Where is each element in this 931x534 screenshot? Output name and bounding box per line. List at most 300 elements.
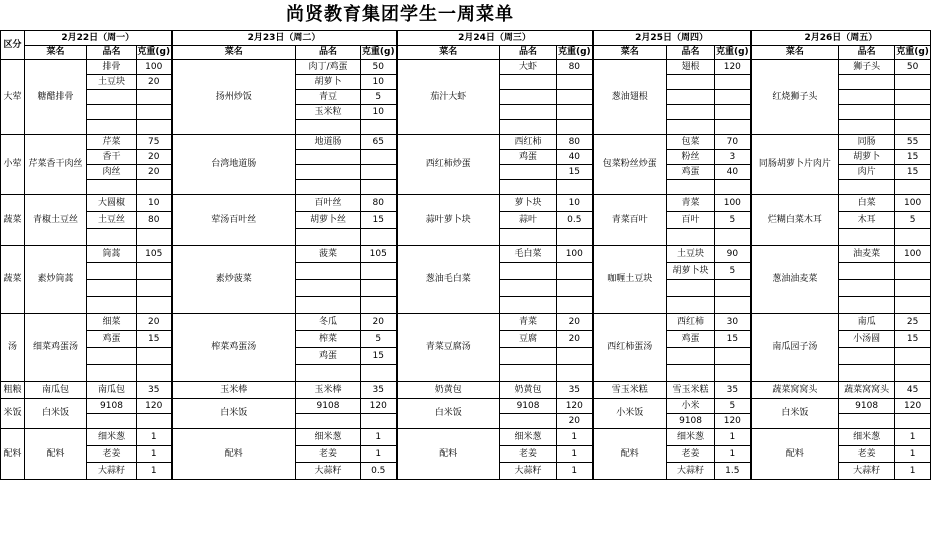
ingredient-weight: 100 (715, 195, 751, 212)
dish-name: 白米饭 (751, 399, 839, 429)
ingredient-name: 土豆丝 (87, 212, 137, 229)
ingredient-name (87, 120, 137, 135)
ingredient-name: 肉丝 (87, 165, 137, 180)
day-header: 2月24日（周三） (397, 31, 593, 46)
ingredient-weight (895, 120, 931, 135)
ingredient-weight (715, 297, 751, 314)
ingredient-name: 南瓜 (839, 314, 895, 331)
ingredient-weight (715, 180, 751, 195)
ingredient-weight (895, 365, 931, 382)
ingredient-weight: 120 (361, 399, 397, 414)
ingredient-name (87, 90, 137, 105)
ingredient-name (87, 229, 137, 246)
ingredient-name: 奶黄包 (500, 382, 557, 399)
ingredient-weight: 100 (557, 246, 593, 263)
ingredient-weight: 15 (895, 165, 931, 180)
ingredient-name: 排骨 (87, 60, 137, 75)
ingredient-weight: 120 (715, 414, 751, 429)
dish-name: 糖醋排骨 (25, 60, 87, 135)
ingredient-weight (137, 120, 172, 135)
ingredient-name (500, 105, 557, 120)
ingredient-name (500, 280, 557, 297)
ingredient-name (296, 150, 361, 165)
dish-name: 同肠胡萝卜片肉片 (751, 135, 839, 195)
dish-name: 配料 (397, 429, 500, 480)
ingredient-weight (361, 280, 397, 297)
ingredient-name: 细米葱 (500, 429, 557, 446)
ingredient-name: 西红柿 (500, 135, 557, 150)
ingredient-weight: 120 (895, 399, 931, 414)
ingredient-weight (715, 105, 751, 120)
dish-name: 扬州炒饭 (172, 60, 296, 135)
ingredient-header: 品名 (296, 46, 361, 60)
ingredient-weight: 5 (715, 399, 751, 414)
dish-header: 菜名 (172, 46, 296, 60)
ingredient-name (296, 263, 361, 280)
ingredient-name (87, 297, 137, 314)
ingredient-weight: 80 (557, 135, 593, 150)
ingredient-name (500, 263, 557, 280)
ingredient-weight (895, 297, 931, 314)
ingredient-name: 大蒜籽 (296, 463, 361, 480)
ingredient-name (87, 180, 137, 195)
ingredient-weight: 3 (715, 150, 751, 165)
ingredient-name (667, 75, 715, 90)
ingredient-name (296, 165, 361, 180)
ingredient-weight (361, 180, 397, 195)
ingredient-name: 玉米粒 (296, 105, 361, 120)
category-cell: 配料 (1, 429, 25, 480)
ingredient-name: 胡萝卜 (296, 75, 361, 90)
ingredient-name: 狮子头 (839, 60, 895, 75)
ingredient-weight (137, 365, 172, 382)
ingredient-name (839, 297, 895, 314)
ingredient-header: 品名 (839, 46, 895, 60)
ingredient-weight: 1 (137, 446, 172, 463)
ingredient-weight: 5 (715, 263, 751, 280)
dish-name: 青菜豆腐汤 (397, 314, 500, 382)
ingredient-name: 萝卜块 (500, 195, 557, 212)
ingredient-weight (895, 229, 931, 246)
dish-name: 配料 (172, 429, 296, 480)
day-header: 2月23日（周二） (172, 31, 397, 46)
ingredient-name: 大蒜籽 (839, 463, 895, 480)
ingredient-name: 鸡蛋 (296, 348, 361, 365)
ingredient-weight (557, 229, 593, 246)
ingredient-name: 鸡蛋 (667, 331, 715, 348)
ingredient-weight: 0.5 (557, 212, 593, 229)
ingredient-name (839, 180, 895, 195)
ingredient-weight: 105 (137, 246, 172, 263)
ingredient-name (839, 263, 895, 280)
ingredient-weight: 15 (361, 348, 397, 365)
dish-name: 玉米棒 (172, 382, 296, 399)
ingredient-weight (557, 263, 593, 280)
dish-name: 芹菜香干肉丝 (25, 135, 87, 195)
ingredient-weight: 20 (137, 75, 172, 90)
dish-name: 雪玉米糕 (593, 382, 667, 399)
ingredient-weight (137, 90, 172, 105)
ingredient-name (500, 297, 557, 314)
ingredient-name (839, 414, 895, 429)
menu-row (1, 314, 931, 331)
ingredient-name (500, 90, 557, 105)
day-header: 2月22日（周一） (25, 31, 172, 46)
category-cell: 米饭 (1, 399, 25, 429)
ingredient-weight: 20 (137, 314, 172, 331)
ingredient-name: 南瓜包 (87, 382, 137, 399)
ingredient-weight: 1 (361, 446, 397, 463)
ingredient-name: 鸡蛋 (87, 331, 137, 348)
ingredient-weight: 20 (557, 314, 593, 331)
ingredient-name: 蔬菜窝窝头 (839, 382, 895, 399)
weight-header: 克重(g) (895, 46, 931, 60)
ingredient-weight (895, 180, 931, 195)
day-header: 2月25日（周四） (593, 31, 751, 46)
ingredient-name (296, 229, 361, 246)
ingredient-weight: 5 (715, 212, 751, 229)
ingredient-weight: 15 (361, 212, 397, 229)
dish-name: 蒜叶萝卜块 (397, 195, 500, 246)
ingredient-name (839, 105, 895, 120)
ingredient-name: 细米葱 (87, 429, 137, 446)
ingredient-weight: 5 (895, 212, 931, 229)
ingredient-name: 胡萝卜 (839, 150, 895, 165)
ingredient-name (296, 280, 361, 297)
dish-name: 青菜百叶 (593, 195, 667, 246)
ingredient-weight (715, 90, 751, 105)
ingredient-name: 鸡蛋 (667, 165, 715, 180)
dish-name: 小米饭 (593, 399, 667, 429)
ingredient-weight: 1 (361, 429, 397, 446)
ingredient-name: 老姜 (839, 446, 895, 463)
ingredient-weight (895, 263, 931, 280)
dish-name: 素炒菠菜 (172, 246, 296, 314)
ingredient-weight: 35 (715, 382, 751, 399)
ingredient-weight: 20 (557, 414, 593, 429)
ingredient-weight (137, 105, 172, 120)
menu-row (1, 195, 931, 212)
ingredient-name (667, 90, 715, 105)
ingredient-weight: 1 (557, 446, 593, 463)
ingredient-weight: 1 (137, 429, 172, 446)
dish-header: 菜名 (751, 46, 839, 60)
category-header: 区分 (1, 31, 25, 60)
ingredient-name: 筒蒿 (87, 246, 137, 263)
dish-name: 南瓜包 (25, 382, 87, 399)
ingredient-weight: 120 (557, 399, 593, 414)
ingredient-name: 大虾 (500, 60, 557, 75)
dish-header: 菜名 (593, 46, 667, 60)
ingredient-name: 土豆块 (667, 246, 715, 263)
ingredient-name: 细米葱 (667, 429, 715, 446)
ingredient-weight (137, 180, 172, 195)
ingredient-weight (137, 348, 172, 365)
ingredient-weight (137, 280, 172, 297)
ingredient-weight: 80 (137, 212, 172, 229)
ingredient-name: 香干 (87, 150, 137, 165)
ingredient-name: 9108 (839, 399, 895, 414)
ingredient-weight: 120 (715, 60, 751, 75)
ingredient-weight: 10 (361, 105, 397, 120)
ingredient-weight: 30 (715, 314, 751, 331)
dish-name: 红烧狮子头 (751, 60, 839, 135)
ingredient-weight: 105 (361, 246, 397, 263)
ingredient-weight (895, 414, 931, 429)
ingredient-name: 老姜 (500, 446, 557, 463)
ingredient-weight: 70 (715, 135, 751, 150)
ingredient-name: 细米葱 (296, 429, 361, 446)
ingredient-name: 大蒜籽 (87, 463, 137, 480)
ingredient-name: 大蒜籽 (500, 463, 557, 480)
ingredient-weight: 1 (715, 446, 751, 463)
ingredient-weight (137, 229, 172, 246)
ingredient-name (667, 120, 715, 135)
ingredient-weight (895, 348, 931, 365)
category-cell: 蔬菜 (1, 246, 25, 314)
category-cell: 粗粮 (1, 382, 25, 399)
ingredient-name: 9108 (500, 399, 557, 414)
ingredient-name: 大圆椒 (87, 195, 137, 212)
weight-header: 克重(g) (557, 46, 593, 60)
ingredient-weight: 20 (137, 165, 172, 180)
ingredient-weight: 1 (895, 463, 931, 480)
ingredient-weight: 55 (895, 135, 931, 150)
ingredient-weight (137, 297, 172, 314)
ingredient-weight: 100 (137, 60, 172, 75)
ingredient-name: 包菜 (667, 135, 715, 150)
dish-name: 配料 (593, 429, 667, 480)
ingredient-name: 肉丁/鸡蛋 (296, 60, 361, 75)
menu-row (1, 429, 931, 446)
dish-name: 青椒土豆丝 (25, 195, 87, 246)
ingredient-name (500, 75, 557, 90)
ingredient-name: 同肠 (839, 135, 895, 150)
ingredient-name (500, 365, 557, 382)
dish-name: 咖喱土豆块 (593, 246, 667, 314)
ingredient-weight (557, 105, 593, 120)
category-cell: 蔬菜 (1, 195, 25, 246)
dish-name: 茄汁大虾 (397, 60, 500, 135)
ingredient-weight: 80 (557, 60, 593, 75)
ingredient-header: 品名 (500, 46, 557, 60)
ingredient-weight (715, 229, 751, 246)
ingredient-weight (361, 120, 397, 135)
ingredient-weight: 15 (895, 331, 931, 348)
dish-name: 配料 (25, 429, 87, 480)
ingredient-name: 榨菜 (296, 331, 361, 348)
dish-name: 西红柿蛋汤 (593, 314, 667, 382)
ingredient-header: 品名 (87, 46, 137, 60)
ingredient-weight: 120 (137, 399, 172, 414)
dish-name: 细菜鸡蛋汤 (25, 314, 87, 382)
day-header-row (1, 31, 931, 46)
ingredient-weight: 35 (137, 382, 172, 399)
ingredient-name: 粉丝 (667, 150, 715, 165)
day-header: 2月26日（周五） (751, 31, 931, 46)
weight-header: 克重(g) (137, 46, 172, 60)
ingredient-name (667, 365, 715, 382)
dish-name: 配料 (751, 429, 839, 480)
menu-row (1, 60, 931, 75)
ingredient-name: 胡萝卜丝 (296, 212, 361, 229)
ingredient-weight: 10 (361, 75, 397, 90)
ingredient-name (87, 414, 137, 429)
ingredient-name (839, 348, 895, 365)
ingredient-weight: 50 (895, 60, 931, 75)
ingredient-name: 油麦菜 (839, 246, 895, 263)
menu-row (1, 399, 931, 414)
ingredient-name: 雪玉米糕 (667, 382, 715, 399)
ingredient-name: 青菜 (667, 195, 715, 212)
ingredient-weight: 50 (361, 60, 397, 75)
dish-name: 白米饭 (397, 399, 500, 429)
ingredient-weight (557, 75, 593, 90)
ingredient-weight: 20 (137, 150, 172, 165)
ingredient-name: 百叶 (667, 212, 715, 229)
dish-header: 菜名 (397, 46, 500, 60)
ingredient-weight (361, 263, 397, 280)
ingredient-name (296, 180, 361, 195)
ingredient-name (296, 120, 361, 135)
ingredient-name: 青菜 (500, 314, 557, 331)
ingredient-weight: 15 (895, 150, 931, 165)
dish-name: 南瓜园子汤 (751, 314, 839, 382)
ingredient-weight: 10 (137, 195, 172, 212)
ingredient-weight (715, 365, 751, 382)
ingredient-name (500, 348, 557, 365)
ingredient-weight (137, 263, 172, 280)
ingredient-name: 9108 (87, 399, 137, 414)
ingredient-name (500, 120, 557, 135)
ingredient-name (87, 263, 137, 280)
ingredient-name: 9108 (296, 399, 361, 414)
ingredient-weight: 40 (715, 165, 751, 180)
ingredient-weight: 15 (557, 165, 593, 180)
ingredient-weight: 5 (361, 331, 397, 348)
ingredient-weight: 20 (557, 331, 593, 348)
ingredient-weight: 35 (361, 382, 397, 399)
ingredient-name (667, 348, 715, 365)
ingredient-name (296, 297, 361, 314)
ingredient-weight: 15 (137, 331, 172, 348)
ingredient-weight (361, 365, 397, 382)
ingredient-weight: 100 (895, 246, 931, 263)
menu-row (1, 135, 931, 150)
ingredient-name: 细菜 (87, 314, 137, 331)
ingredient-name: 老姜 (296, 446, 361, 463)
ingredient-weight (361, 165, 397, 180)
ingredient-weight: 25 (895, 314, 931, 331)
ingredient-weight (557, 120, 593, 135)
ingredient-name: 老姜 (667, 446, 715, 463)
ingredient-name: 地道肠 (296, 135, 361, 150)
ingredient-name: 老姜 (87, 446, 137, 463)
menu-row (1, 382, 931, 399)
dish-name: 荤汤百叶丝 (172, 195, 296, 246)
weekly-menu-table (0, 30, 931, 480)
category-cell: 大荤 (1, 60, 25, 135)
dish-name: 烂糊白菜木耳 (751, 195, 839, 246)
weight-header: 克重(g) (361, 46, 397, 60)
ingredient-weight: 5 (361, 90, 397, 105)
ingredient-weight: 1 (557, 429, 593, 446)
ingredient-weight (557, 297, 593, 314)
category-cell: 汤 (1, 314, 25, 382)
ingredient-name: 冬瓜 (296, 314, 361, 331)
ingredient-weight (361, 229, 397, 246)
ingredient-name: 9108 (667, 414, 715, 429)
ingredient-name: 翅根 (667, 60, 715, 75)
ingredient-name: 菠菜 (296, 246, 361, 263)
ingredient-name: 百叶丝 (296, 195, 361, 212)
ingredient-name (839, 120, 895, 135)
ingredient-weight (895, 90, 931, 105)
ingredient-name: 胡萝卜块 (667, 263, 715, 280)
ingredient-name: 蒜叶 (500, 212, 557, 229)
ingredient-weight: 90 (715, 246, 751, 263)
ingredient-weight: 75 (137, 135, 172, 150)
ingredient-weight (895, 105, 931, 120)
dish-name: 榨菜鸡蛋汤 (172, 314, 296, 382)
ingredient-weight (715, 348, 751, 365)
ingredient-weight (557, 280, 593, 297)
ingredient-name: 小汤圆 (839, 331, 895, 348)
ingredient-weight (361, 150, 397, 165)
ingredient-name: 土豆块 (87, 75, 137, 90)
ingredient-name: 细米葱 (839, 429, 895, 446)
column-header-row (1, 46, 931, 60)
ingredient-name: 肉片 (839, 165, 895, 180)
ingredient-weight: 45 (895, 382, 931, 399)
ingredient-weight (895, 280, 931, 297)
ingredient-weight (715, 120, 751, 135)
ingredient-weight: 40 (557, 150, 593, 165)
ingredient-weight: 1 (557, 463, 593, 480)
ingredient-weight: 100 (895, 195, 931, 212)
dish-name: 葱油毛白菜 (397, 246, 500, 314)
dish-name: 蔬菜窝窝头 (751, 382, 839, 399)
ingredient-weight (557, 90, 593, 105)
ingredient-name (87, 348, 137, 365)
ingredient-name (87, 280, 137, 297)
ingredient-weight: 1 (895, 429, 931, 446)
ingredient-name: 木耳 (839, 212, 895, 229)
dish-name: 西红柿炒蛋 (397, 135, 500, 195)
dish-name: 素炒筒蒿 (25, 246, 87, 314)
ingredient-name: 豆腐 (500, 331, 557, 348)
ingredient-name (839, 75, 895, 90)
ingredient-name (500, 165, 557, 180)
ingredient-name (500, 414, 557, 429)
ingredient-name (296, 414, 361, 429)
ingredient-weight (361, 297, 397, 314)
dish-header: 菜名 (25, 46, 87, 60)
ingredient-name (500, 229, 557, 246)
dish-name: 白米饭 (25, 399, 87, 429)
ingredient-name: 大蒜籽 (667, 463, 715, 480)
ingredient-weight (137, 414, 172, 429)
ingredient-name (87, 105, 137, 120)
ingredient-name (667, 297, 715, 314)
ingredient-weight: 20 (361, 314, 397, 331)
menu-row (1, 246, 931, 263)
ingredient-name: 西红柿 (667, 314, 715, 331)
ingredient-name: 青豆 (296, 90, 361, 105)
menu-title: 尚贤教育集团学生一周菜单 (286, 4, 514, 25)
ingredient-weight (557, 365, 593, 382)
dish-name: 葱油油麦菜 (751, 246, 839, 314)
